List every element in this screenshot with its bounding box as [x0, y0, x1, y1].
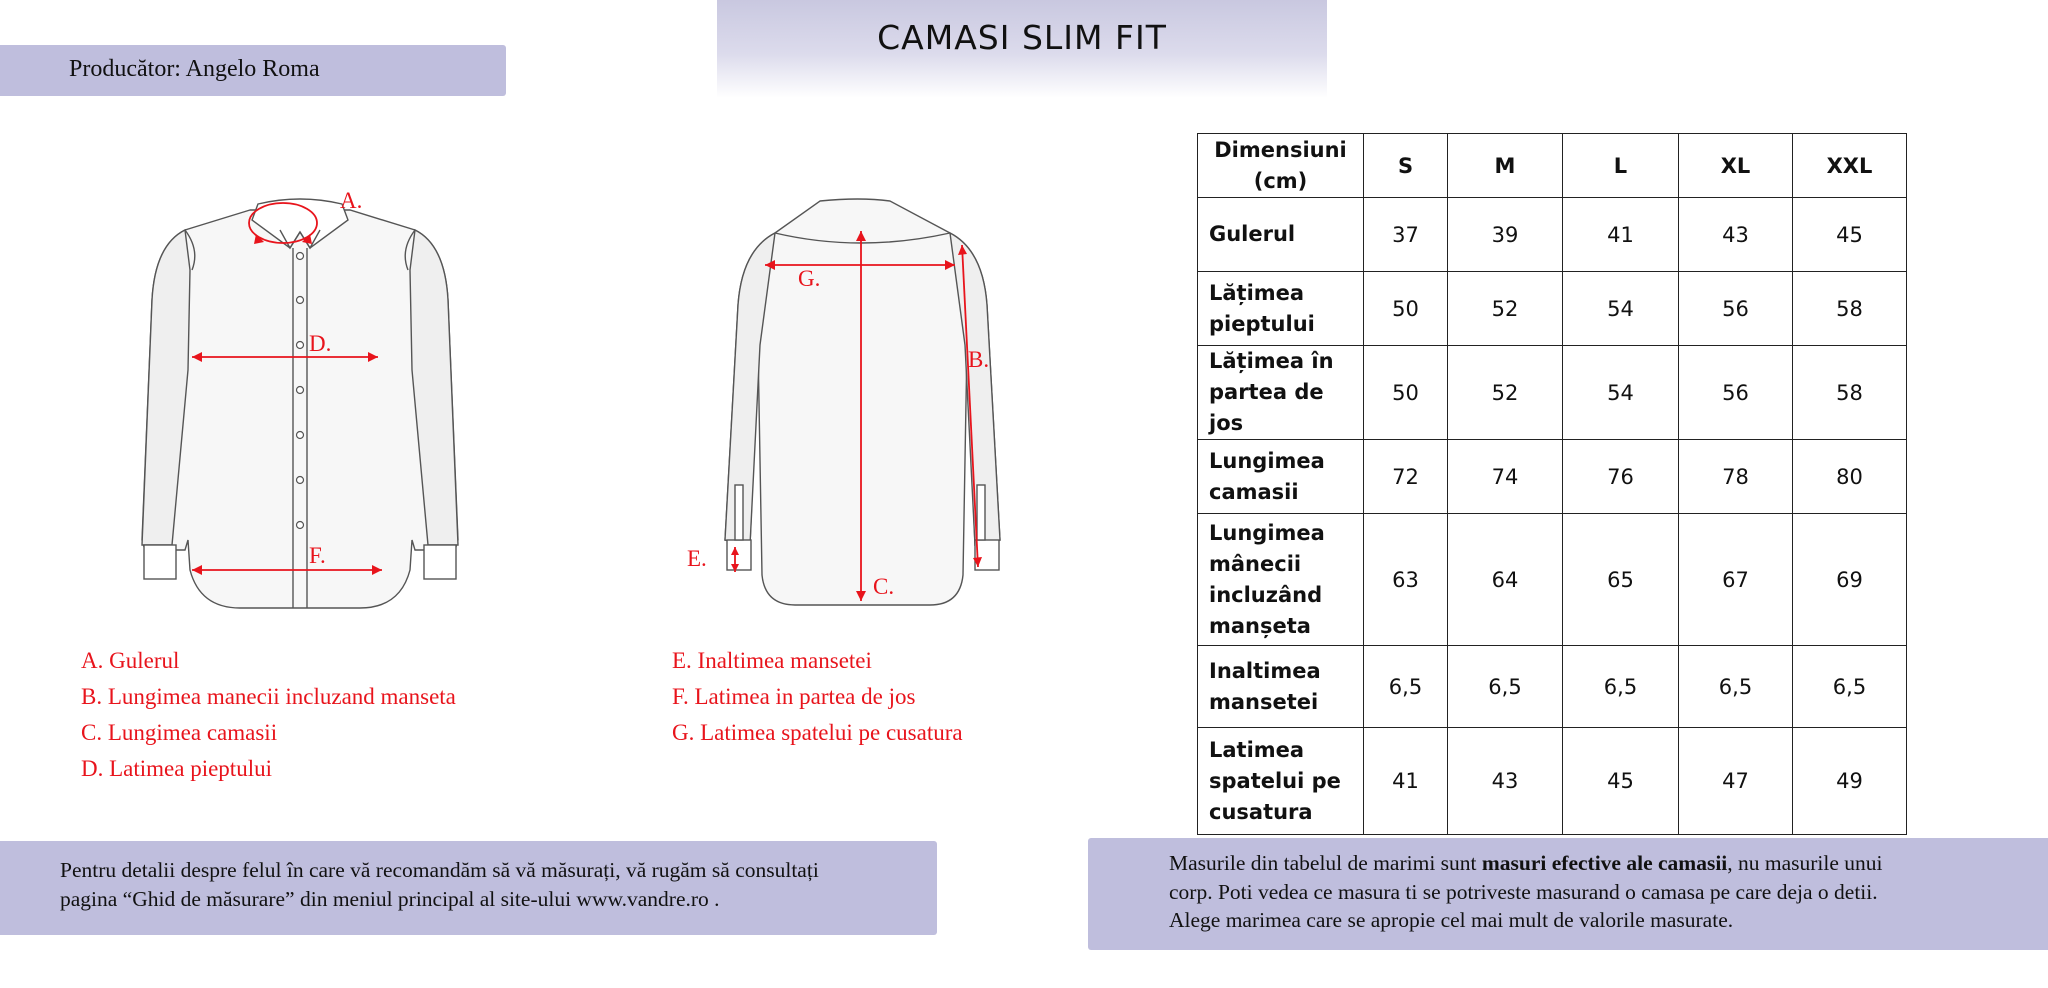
corner-line: Dimensiuni: [1214, 137, 1347, 162]
shirt-front-drawing: [130, 190, 470, 620]
table-cell: 54: [1563, 272, 1679, 346]
diagram-label-f: F.: [309, 543, 326, 568]
producer-label: Producător: Angelo Roma: [69, 56, 320, 82]
table-cell: 49: [1793, 728, 1907, 835]
row-header-line: spatelui pe: [1209, 768, 1341, 793]
table-cell: 72: [1364, 440, 1448, 514]
note-text: Masurile din tabelul de marimi sunt: [1169, 851, 1482, 875]
table-cell: 43: [1448, 728, 1563, 835]
diagram-label-a: A.: [340, 188, 363, 213]
row-header: [1198, 346, 1364, 440]
row-header-line: mânecii: [1209, 551, 1302, 576]
legend-right: [672, 643, 963, 751]
table-row: [1198, 440, 1907, 514]
table-cell: 50: [1364, 272, 1448, 346]
legend-item: G. Latimea spatelui pe cusatura: [672, 720, 963, 745]
row-header-line: Lungimea: [1209, 448, 1325, 473]
title-banner: [717, 0, 1327, 98]
size-header: L: [1563, 134, 1679, 198]
table-cell: 47: [1679, 728, 1793, 835]
size-header: S: [1364, 134, 1448, 198]
row-header-line: Lungimea: [1209, 520, 1325, 545]
table-cell: 6,5: [1563, 646, 1679, 728]
shirt-back-drawing: [705, 195, 1015, 615]
corner-line: (cm): [1253, 168, 1308, 193]
table-cell: 54: [1563, 346, 1679, 440]
table-cell: 41: [1563, 198, 1679, 272]
row-header-line: partea de jos: [1209, 380, 1324, 435]
size-table: [1197, 133, 1907, 835]
table-cell: 67: [1679, 514, 1793, 646]
diagram-label-g: G.: [798, 266, 821, 291]
table-cell: 65: [1563, 514, 1679, 646]
diagram-label-e: E.: [687, 546, 707, 571]
table-cell: 37: [1364, 198, 1448, 272]
producer-banner: [0, 45, 506, 96]
table-row: [1198, 346, 1907, 440]
size-disclaimer-note: [1088, 838, 2048, 950]
legend-item: A. Gulerul: [81, 648, 180, 673]
row-header-line: incluzând: [1209, 582, 1323, 607]
row-header-line: Inaltimea: [1209, 658, 1321, 683]
row-header-line: Gulerul: [1209, 222, 1296, 246]
measuring-guide-note: [0, 841, 937, 935]
table-cell: 58: [1793, 272, 1907, 346]
row-header-line: cusatura: [1209, 799, 1313, 824]
legend-item: C. Lungimea camasii: [81, 720, 278, 745]
size-header: XL: [1679, 134, 1793, 198]
row-header-line: Lățimea în: [1209, 349, 1334, 373]
row-header-line: manșeta: [1209, 613, 1311, 638]
measuring-guide-text: [60, 856, 920, 914]
table-cell: 74: [1448, 440, 1563, 514]
page-title: CAMASI SLIM FIT: [877, 18, 1167, 57]
legend-left: [81, 643, 456, 787]
row-header: [1198, 198, 1364, 272]
row-header-line: Lățimea: [1209, 280, 1305, 305]
row-header: [1198, 272, 1364, 346]
row-header-line: Latimea: [1209, 737, 1305, 762]
row-header: [1198, 728, 1364, 835]
table-cell: 56: [1679, 346, 1793, 440]
legend-item: F. Latimea in partea de jos: [672, 684, 916, 709]
shirt-back-diagram: [705, 195, 1015, 615]
row-header: [1198, 646, 1364, 728]
table-cell: 6,5: [1679, 646, 1793, 728]
table-cell: 76: [1563, 440, 1679, 514]
table-row: [1198, 728, 1907, 835]
table-corner-header: [1198, 134, 1364, 198]
table-cell: 50: [1364, 346, 1448, 440]
table-cell: 41: [1364, 728, 1448, 835]
row-header: [1198, 514, 1364, 646]
table-cell: 52: [1448, 272, 1563, 346]
note-line: Pentru detalii despre felul în care vă recomandăm să vă măsurați, vă rugăm să consultați: [60, 858, 819, 882]
table-cell: 64: [1448, 514, 1563, 646]
legend-item: E. Inaltimea mansetei: [672, 648, 872, 673]
diagram-label-d: D.: [309, 331, 332, 356]
table-header-row: [1198, 134, 1907, 198]
table-cell: 80: [1793, 440, 1907, 514]
note-text: , nu masurile unui: [1727, 851, 1883, 875]
row-header: [1198, 440, 1364, 514]
size-header: M: [1448, 134, 1563, 198]
note-line: pagina “Ghid de măsurare” din meniul principal al site-ului www.vandre.ro .: [60, 887, 720, 911]
row-header-line: pieptului: [1209, 311, 1315, 336]
table-cell: 6,5: [1448, 646, 1563, 728]
diagram-label-c: C.: [873, 574, 895, 599]
note-line: Alege marimea care se apropie cel mai mult de valorile masurate.: [1169, 908, 1734, 932]
size-disclaimer-text: [1169, 849, 2029, 935]
table-row: [1198, 198, 1907, 272]
table-cell: 69: [1793, 514, 1907, 646]
table-cell: 58: [1793, 346, 1907, 440]
table-cell: 6,5: [1364, 646, 1448, 728]
table-row: [1198, 514, 1907, 646]
row-header-line: mansetei: [1209, 689, 1319, 714]
table-cell: 63: [1364, 514, 1448, 646]
size-header: XXL: [1793, 134, 1907, 198]
table-row: [1198, 646, 1907, 728]
legend-item: D. Latimea pieptului: [81, 756, 272, 781]
note-emphasis: masuri efective ale camasii: [1481, 851, 1728, 875]
note-line: corp. Poti vedea ce masura ti se potriveste masurand o camasa pe care deja o detii.: [1169, 879, 1878, 904]
table-row: [1198, 272, 1907, 346]
row-header-line: camasii: [1209, 479, 1299, 504]
table-cell: 6,5: [1793, 646, 1907, 728]
shirt-front-diagram: [130, 190, 470, 620]
table-cell: 39: [1448, 198, 1563, 272]
table-cell: 45: [1793, 198, 1907, 272]
table-cell: 45: [1563, 728, 1679, 835]
diagram-label-b: B.: [968, 347, 990, 372]
legend-item: B. Lungimea manecii incluzand manseta: [81, 684, 456, 709]
table-cell: 56: [1679, 272, 1793, 346]
table-cell: 78: [1679, 440, 1793, 514]
table-cell: 43: [1679, 198, 1793, 272]
table-cell: 52: [1448, 346, 1563, 440]
